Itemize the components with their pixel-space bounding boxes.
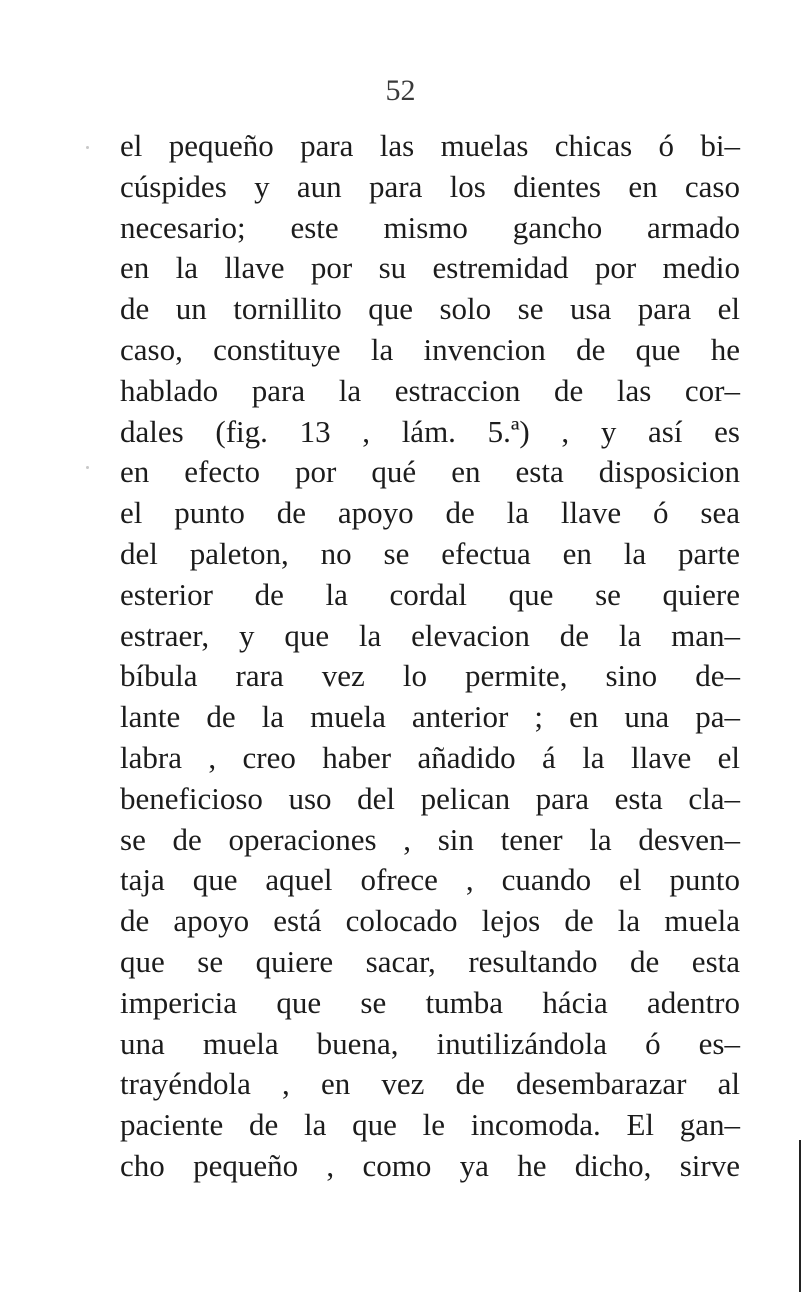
text-line: beneficioso uso del pelican para esta cla–	[120, 780, 740, 816]
text-line: una muela buena, inutilizándola ó es–	[120, 1025, 740, 1061]
text-line: que se quiere sacar, resultando de esta	[120, 943, 740, 979]
page-number: 52	[385, 74, 416, 107]
text-line: se de operaciones , sin tener la desven–	[120, 821, 740, 857]
text-line: dales (fig. 13 , lám. 5.ª) , y así es	[120, 413, 740, 449]
text-line: lante de la muela anterior ; en una pa–	[120, 699, 740, 735]
text-line: hablado para la estraccion de las cor–	[120, 372, 740, 408]
text-line: del paleton, no se efectua en la parte	[120, 535, 740, 571]
text-line: bíbula rara vez lo permite, sino de–	[120, 658, 740, 694]
text-line: en la llave por su estremidad por medio	[120, 250, 740, 286]
text-line: trayéndola , en vez de desembarazar al	[120, 1066, 740, 1102]
text-line: paciente de la que le incomoda. El gan–	[120, 1107, 740, 1143]
text-line: impericia que se tumba hácia adentro	[120, 984, 740, 1020]
text-line: en efecto por qué en esta disposicion	[120, 454, 740, 490]
text-line: necesario; este mismo gancho armado	[120, 209, 740, 245]
text-line: de apoyo está colocado lejos de la muela	[120, 903, 740, 939]
text-line: esterior de la cordal que se quiere	[120, 576, 740, 612]
text-line: taja que aquel ofrece , cuando el punto	[120, 862, 740, 898]
text-line: el pequeño para las muelas chicas ó bi–	[120, 128, 740, 163]
text-line: cho pequeño , como ya he dicho, sirve	[120, 1147, 740, 1183]
body-text	[120, 126, 740, 1187]
text-line: labra , creo haber añadido á la llave el	[120, 739, 740, 775]
text-line: estraer, y que la elevacion de la man–	[120, 617, 740, 653]
paper-speck	[86, 146, 89, 149]
paper-speck	[86, 466, 89, 469]
text-line: cúspides y aun para los dientes en caso	[120, 168, 740, 204]
text-line: el punto de apoyo de la llave ó sea	[120, 495, 740, 531]
text-line: caso, constituye la invencion de que he	[120, 331, 740, 367]
text-line: de un tornillito que solo se usa para el	[120, 291, 740, 327]
